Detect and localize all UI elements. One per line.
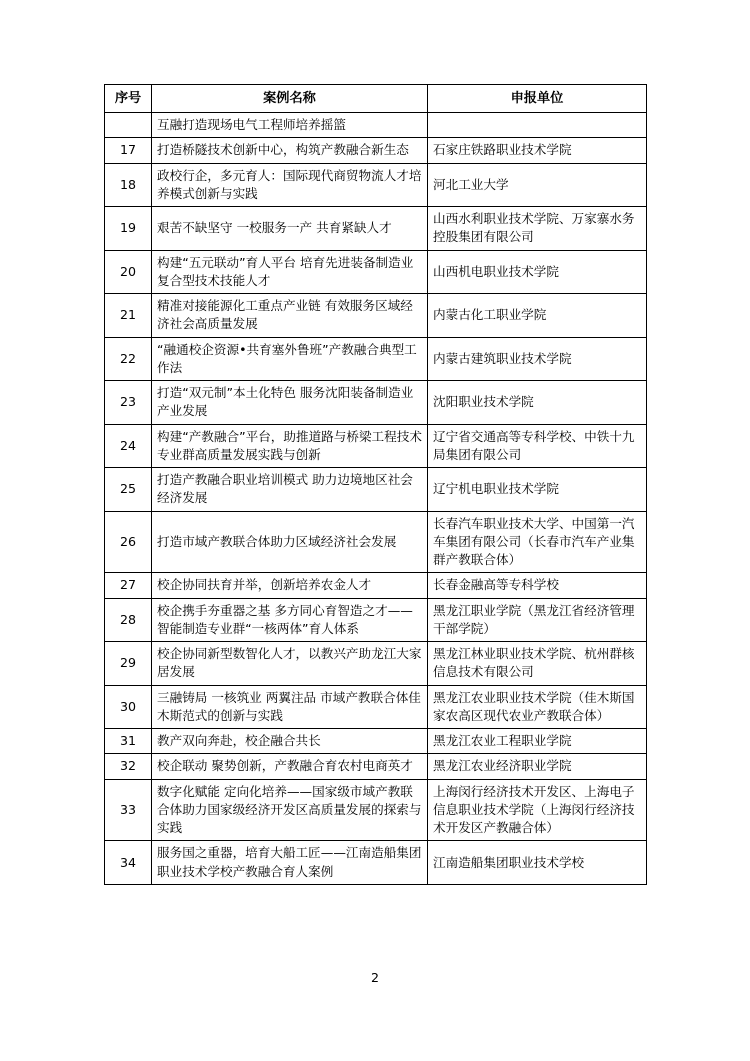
cell-name: 打造桥隧技术创新中心，构筑产教融合新生态 xyxy=(152,138,428,163)
cell-name: 教产双向奔赴，校企融合共长 xyxy=(152,729,428,754)
cell-unit: 江南造船集团职业技术学校 xyxy=(428,841,647,885)
cell-unit: 辽宁机电职业技术学院 xyxy=(428,468,647,512)
cell-unit: 山西水利职业技术学院、万家寨水务控股集团有限公司 xyxy=(428,207,647,251)
cell-no: 26 xyxy=(105,511,152,573)
cell-unit: 长春汽车职业技术大学、中国第一汽车集团有限公司（长春市汽车产业集群产教联合体） xyxy=(428,511,647,573)
cell-no: 21 xyxy=(105,294,152,338)
table-row xyxy=(105,207,647,251)
table-row xyxy=(105,113,647,138)
cell-no: 17 xyxy=(105,138,152,163)
cell-name: 校企联动 聚势创新，产教融合育农村电商英才 xyxy=(152,754,428,779)
table-row xyxy=(105,138,647,163)
cell-no: 29 xyxy=(105,642,152,686)
cell-no: 20 xyxy=(105,250,152,294)
table-row xyxy=(105,598,647,642)
cell-name: 服务国之重器，培育大船工匠——江南造船集团职业技术学校产教融合育人案例 xyxy=(152,841,428,885)
cell-name: 校企协同扶育并举，创新培养农金人才 xyxy=(152,573,428,598)
cell-name: 构建“产教融合”平台，助推道路与桥梁工程技术专业群高质量发展实践与创新 xyxy=(152,424,428,468)
table-row xyxy=(105,841,647,885)
cell-name: 构建“五元联动”育人平台 培育先进装备制造业复合型技术技能人才 xyxy=(152,250,428,294)
column-header-unit: 申报单位 xyxy=(428,85,647,113)
cell-no: 18 xyxy=(105,163,152,207)
cell-name: 打造市域产教联合体助力区域经济社会发展 xyxy=(152,511,428,573)
cell-no: 31 xyxy=(105,729,152,754)
cell-unit xyxy=(428,113,647,138)
cell-no: 19 xyxy=(105,207,152,251)
page-number: 2 xyxy=(370,970,379,985)
cell-no: 34 xyxy=(105,841,152,885)
cell-unit: 内蒙古建筑职业技术学院 xyxy=(428,337,647,381)
cell-no: 27 xyxy=(105,573,152,598)
cell-name: 三融铸局 一核筑业 两翼注品 市域产教联合体佳木斯范式的创新与实践 xyxy=(152,685,428,729)
cell-no: 24 xyxy=(105,424,152,468)
column-header-name: 案例名称 xyxy=(152,85,428,113)
cell-name: 政校行企，多元育人：国际现代商贸物流人才培养模式创新与实践 xyxy=(152,163,428,207)
table-row xyxy=(105,294,647,338)
table-row xyxy=(105,779,647,841)
table-row xyxy=(105,250,647,294)
cell-no: 23 xyxy=(105,381,152,425)
table-row xyxy=(105,642,647,686)
cell-unit: 黑龙江农业经济职业学院 xyxy=(428,754,647,779)
cell-unit: 辽宁省交通高等专科学校、中铁十九局集团有限公司 xyxy=(428,424,647,468)
cell-no: 28 xyxy=(105,598,152,642)
cell-name: 精准对接能源化工重点产业链 有效服务区域经济社会高质量发展 xyxy=(152,294,428,338)
cell-unit: 石家庄铁路职业技术学院 xyxy=(428,138,647,163)
cell-name: 数字化赋能 定向化培养——国家级市域产教联合体助力国家级经济开发区高质量发展的探索与实践 xyxy=(152,779,428,841)
cell-no: 32 xyxy=(105,754,152,779)
cell-name: 打造产教融合职业培训模式 助力边境地区社会经济发展 xyxy=(152,468,428,512)
table-header-row xyxy=(105,85,647,113)
cell-name: 艰苦不缺坚守 一校服务一产 共育紧缺人才 xyxy=(152,207,428,251)
table-row xyxy=(105,468,647,512)
cell-name: 互融打造现场电气工程师培养摇篮 xyxy=(152,113,428,138)
cell-unit: 长春金融高等专科学校 xyxy=(428,573,647,598)
cell-name: 校企协同新型数智化人才，以教兴产助龙江大家居发展 xyxy=(152,642,428,686)
table-row xyxy=(105,754,647,779)
table-row xyxy=(105,573,647,598)
table-row xyxy=(105,729,647,754)
table-row xyxy=(105,685,647,729)
table-row xyxy=(105,511,647,573)
cell-unit: 黑龙江农业工程职业学院 xyxy=(428,729,647,754)
cell-no: 22 xyxy=(105,337,152,381)
table-row xyxy=(105,381,647,425)
cell-name: “融通校企资源•共育塞外鲁班”产教融合典型工作法 xyxy=(152,337,428,381)
table-row xyxy=(105,163,647,207)
column-header-no: 序号 xyxy=(105,85,152,113)
table-body xyxy=(105,113,647,885)
cell-unit: 山西机电职业技术学院 xyxy=(428,250,647,294)
cell-no: 25 xyxy=(105,468,152,512)
cell-name: 校企携手夯重器之基 多方同心育智造之才——智能制造专业群“一核两体”育人体系 xyxy=(152,598,428,642)
cases-table xyxy=(104,84,647,885)
table-row xyxy=(105,337,647,381)
table-row xyxy=(105,424,647,468)
cell-no: 33 xyxy=(105,779,152,841)
cell-name: 打造“双元制”本土化特色 服务沈阳装备制造业产业发展 xyxy=(152,381,428,425)
cell-unit: 黑龙江林业职业技术学院、杭州群核信息技术有限公司 xyxy=(428,642,647,686)
cell-unit: 黑龙江农业职业技术学院（佳木斯国家农高区现代农业产教联合体） xyxy=(428,685,647,729)
cell-no xyxy=(105,113,152,138)
cell-unit: 沈阳职业技术学院 xyxy=(428,381,647,425)
cell-no: 30 xyxy=(105,685,152,729)
cell-unit: 内蒙古化工职业学院 xyxy=(428,294,647,338)
cell-unit: 黑龙江职业学院（黑龙江省经济管理干部学院） xyxy=(428,598,647,642)
cell-unit: 上海闵行经济技术开发区、上海电子信息职业技术学院（上海闵行经济技术开发区产教融合体） xyxy=(428,779,647,841)
cell-unit: 河北工业大学 xyxy=(428,163,647,207)
